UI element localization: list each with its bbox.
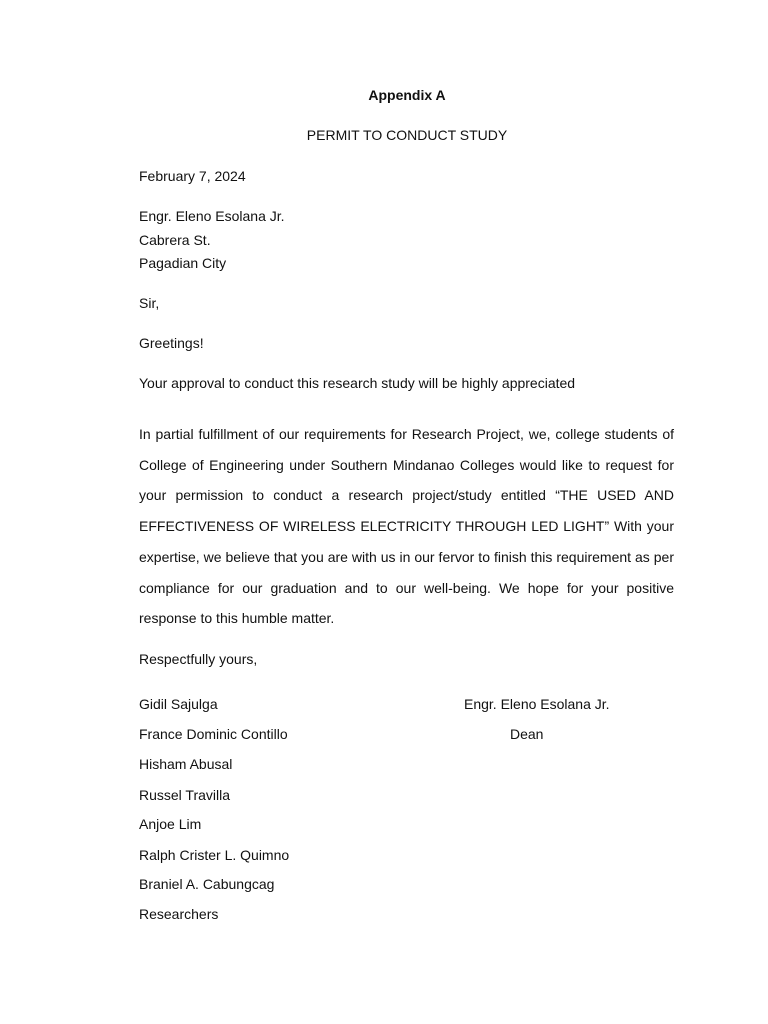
researcher-name: Braniel A. Cabungcag <box>139 876 275 892</box>
researcher-name: France Dominic Contillo <box>139 726 288 742</box>
greeting: Greetings! <box>139 335 204 351</box>
permit-title: PERMIT TO CONDUCT STUDY <box>306 127 508 143</box>
recipient-street: Cabrera St. <box>139 232 211 248</box>
researchers-label: Researchers <box>139 906 219 922</box>
researcher-name: Anjoe Lim <box>139 816 202 832</box>
recipient-name: Engr. Eleno Esolana Jr. <box>139 208 285 224</box>
appendix-title: Appendix A <box>368 87 446 103</box>
researcher-name: Ralph Crister L. Quimno <box>139 847 290 863</box>
salutation: Sir, <box>139 295 160 311</box>
researcher-name: Russel Travilla <box>139 787 231 803</box>
dean-title: Dean <box>510 726 544 742</box>
approval-line: Your approval to conduct this research study will be highly appreciated <box>139 375 576 391</box>
closing: Respectfully yours, <box>139 651 258 667</box>
researcher-name: Hisham Abusal <box>139 756 233 772</box>
researcher-name: Gidil Sajulga <box>139 696 218 712</box>
recipient-city: Pagadian City <box>139 255 227 271</box>
body-paragraph: In partial fulfillment of our requirements for Research Project, we, college students of College of Engineering under Southern Mindanao Colleges would like to request for your permission to conduct a research project/study entitled “THE USED AND EFFECTIVENESS OF WIRELESS ELECTRICITY THROUGH LED LIGHT” With your expertise, we believe that you are with us in our fervor to finish this requirement as per compliance for our graduation and to our well-being. We hope for your positive response to this humble matter. <box>139 426 674 627</box>
letter-date: February 7, 2024 <box>139 168 246 184</box>
dean-name: Engr. Eleno Esolana Jr. <box>464 696 610 712</box>
